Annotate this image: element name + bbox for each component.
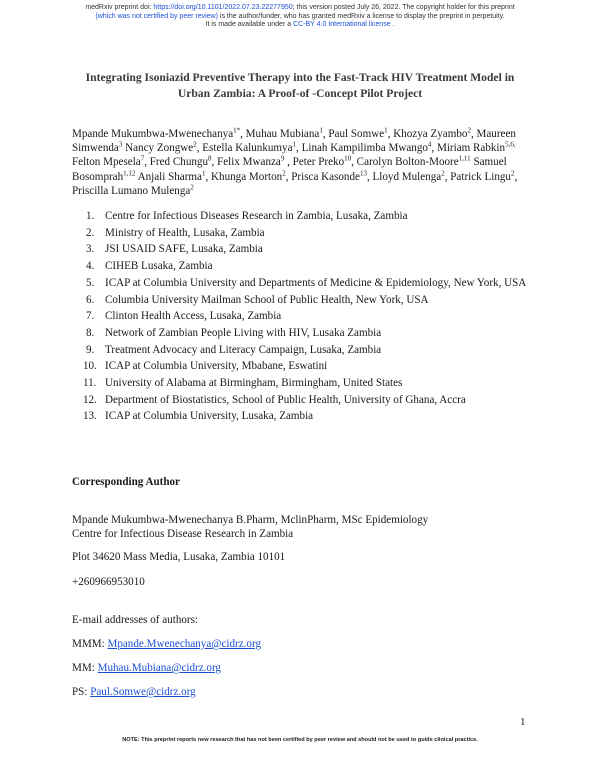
author-name: Khunga Morton <box>211 170 283 183</box>
author-separator: , <box>296 142 302 155</box>
author-name: Fred Chungu <box>149 156 209 169</box>
affiliation-item <box>86 326 532 340</box>
author-affiliation-mark: 1 <box>292 140 297 149</box>
author-name: Lloyd Mulenga <box>372 170 442 183</box>
affiliation-item <box>86 309 532 323</box>
affiliation-number: 12. <box>83 393 97 406</box>
affiliation-number: 8. <box>86 326 95 339</box>
footer-note: NOTE: This preprint reports new research that has not been certified by peer review and should not be used to guide clinical practice. <box>122 737 478 743</box>
author-affiliation-mark: 7 <box>140 154 145 163</box>
header-text: ; this version posted July 26, 2022. The copyright holder for this preprint <box>292 4 515 11</box>
author-name: Muhau Mubiana <box>245 128 320 140</box>
author-affiliation-mark: 10 <box>344 154 352 163</box>
author-affiliation-mark: 4 <box>427 140 432 149</box>
affiliation-text: CIHEB Lusaka, Zambia <box>105 260 213 273</box>
corresponding-heading: Corresponding Author <box>72 476 180 488</box>
author-affiliation-mark: 2 <box>510 168 515 177</box>
affiliation-item <box>83 393 532 407</box>
affiliation-item <box>86 242 532 256</box>
author-separator: , <box>205 170 212 183</box>
affiliation-text: Treatment Advocacy and Literacy Campaign, Lusaka, Zambia <box>105 343 382 356</box>
doi-link[interactable]: https://doi.org/10.1101/2022.07.23.22277950 <box>153 4 293 11</box>
author-affiliation-mark: 2 <box>193 140 197 149</box>
affiliation-item <box>86 343 532 357</box>
paper-title <box>72 70 528 101</box>
author-name: Nancy Zongwe <box>125 142 194 155</box>
affiliation-number: 9. <box>86 343 95 356</box>
emails-heading: E-mail addresses of authors: <box>72 614 199 626</box>
affiliation-number: 1. <box>86 210 95 222</box>
author-affiliation-mark: 2 <box>190 183 194 192</box>
author-affiliation-mark: 1 <box>319 126 323 135</box>
corresponding-address: Plot 34620 Mass Media, Lusaka, Zambia 10101 <box>72 551 286 563</box>
affiliation-number: 10. <box>83 360 97 373</box>
author-affiliation-mark: 2 <box>467 126 471 135</box>
affiliation-number: 13. <box>83 410 97 423</box>
author-separator: , <box>284 156 293 169</box>
email-link[interactable]: Muhau.Mubiana@cidrz.org <box>97 662 221 674</box>
email-link[interactable]: Paul.Somwe@cidrz.org <box>90 686 196 698</box>
author-name: Carolyn Bolton-Moore <box>356 156 459 169</box>
preprint-header <box>0 4 600 30</box>
affiliation-text: Ministry of Health, Lusaka, Zambia <box>105 226 265 239</box>
header-text: is the author/funder, who has granted medRxiv a license to display the preprint in perpetuity. <box>217 12 505 20</box>
author-separator: , <box>470 128 477 140</box>
author-affiliation-mark: 2 <box>282 168 286 177</box>
title-line: Urban Zambia: A Proof-of -Concept Pilot Project <box>177 86 423 100</box>
author-name: Paul Somwe <box>328 128 385 140</box>
author-affiliation-mark: 1 <box>201 168 206 177</box>
affiliation-number: 6. <box>86 293 95 306</box>
author-separator: , <box>196 142 203 155</box>
affiliation-item <box>83 409 532 423</box>
author-affiliation-mark: 1* <box>233 126 241 135</box>
author-separator: , <box>387 128 394 140</box>
affiliation-item <box>86 226 532 240</box>
license-link[interactable]: CC-BY 4.0 International license <box>293 21 391 29</box>
author-separator: , <box>211 156 218 169</box>
author-initials: PS: <box>72 686 91 698</box>
author-name: Peter Preko <box>292 156 345 169</box>
author-separator: , <box>514 170 518 183</box>
author-separator: , <box>444 170 451 183</box>
email-row <box>72 685 196 699</box>
affiliation-number: 11. <box>83 377 97 390</box>
corresponding-org: Centre for Infectious Disease Research in Zambia <box>72 528 294 540</box>
author-name: Estella Kalunkumya <box>202 142 293 155</box>
author-affiliation-mark: 1,12 <box>123 168 136 177</box>
affiliation-item <box>86 293 532 307</box>
peer-review-notice: (which was not certified by peer review) <box>95 12 218 20</box>
email-row <box>72 661 221 675</box>
author-separator: , <box>144 156 150 169</box>
author-name: Felton Mpesela <box>72 156 141 169</box>
header-text: . <box>390 21 395 29</box>
affiliation-number: 7. <box>86 310 95 323</box>
header-text: medRxiv preprint doi: <box>85 4 154 11</box>
affiliation-text: Department of Biostatistics, School of Public Health, University of Ghana, Accra <box>105 393 466 406</box>
author-name: Linah Kampilimba Mwango <box>301 142 428 155</box>
affiliation-item <box>83 376 532 390</box>
author-separator: , <box>366 170 373 183</box>
affiliation-text: University of Alabama at Birmingham, Birmingham, United States <box>105 377 403 390</box>
author-name: Priscilla Lumano Mulenga <box>72 184 191 197</box>
affiliation-text: Centre for Infectious Diseases Research in Zambia, Lusaka, Zambia <box>105 210 408 222</box>
author-affiliation-mark: 2 <box>441 168 445 177</box>
affiliation-number: 2. <box>86 226 95 239</box>
affiliation-text: JSI USAID SAFE, Lusaka, Zambia <box>105 243 263 256</box>
affiliation-text: ICAP at Columbia University, Lusaka, Zambia <box>105 410 314 423</box>
author-separator: , <box>351 156 357 169</box>
author-name: Maureen Simwenda <box>72 128 516 155</box>
author-initials: MM: <box>72 662 98 674</box>
affiliation-text: ICAP at Columbia University, Mbabane, Eswatini <box>105 360 328 373</box>
author-separator: , <box>322 128 329 140</box>
corresponding-name: Mpande Mukumbwa-Mwenechanya B.Pharm, MclinPharm, MSc Epidemiology <box>72 514 429 526</box>
email-row <box>72 637 261 651</box>
author-name: Samuel Bosomprah <box>72 156 507 183</box>
author-name: Patrick Lingu <box>450 170 511 183</box>
author-affiliation-mark: 1,11 <box>458 154 471 163</box>
author-list <box>72 127 532 198</box>
author-name: Felix Mwanza <box>217 156 281 169</box>
author-separator: , <box>285 170 292 183</box>
title-line: Integrating Isoniazid Preventive Therapy into the Fast-Track HIV Treatment Model in <box>85 71 515 84</box>
affiliation-text: Network of Zambian People Living with HIV, Lusaka Zambia <box>105 326 382 339</box>
email-link[interactable]: Mpande.Mwenechanya@cidrz.org <box>107 638 262 650</box>
header-text: It is made available under a <box>205 21 294 29</box>
author-separator: , <box>240 128 246 140</box>
page-number: 1 <box>520 716 526 728</box>
author-name: Prisca Kasonde <box>291 170 360 183</box>
author-affiliation-mark: 5,6, <box>505 140 516 149</box>
affiliation-number: 5. <box>86 276 95 289</box>
affiliation-text: Columbia University Mailman School of Public Health, New York, USA <box>105 293 429 306</box>
affiliation-number: 4. <box>86 260 95 273</box>
author-separator: , <box>431 142 437 155</box>
author-affiliation-mark: 3 <box>118 140 123 149</box>
affiliation-number: 3. <box>86 243 95 256</box>
author-affiliation-mark: 8 <box>208 154 212 163</box>
affiliation-item <box>86 276 532 290</box>
author-name: Anjali Sharma <box>137 170 202 183</box>
affiliation-list <box>83 209 532 426</box>
author-name: Mpande Mukumbwa-Mwenechanya <box>72 128 234 140</box>
author-affiliation-mark: 13 <box>359 168 367 177</box>
affiliation-text: Clinton Health Access, Lusaka, Zambia <box>105 310 282 323</box>
author-affiliation-mark: 1 <box>384 126 388 135</box>
affiliation-item <box>86 259 532 273</box>
author-name: Khozya Zyambo <box>393 128 468 140</box>
author-affiliation-mark: 9 <box>280 154 285 163</box>
author-initials: MMM: <box>72 638 108 650</box>
author-name: Miriam Rabkin <box>436 142 506 155</box>
affiliation-item <box>86 209 532 223</box>
affiliation-text: ICAP at Columbia University and Departments of Medicine & Epidemiology, New York, USA <box>105 276 527 289</box>
affiliation-item <box>83 359 532 373</box>
corresponding-phone: +260966953010 <box>72 576 145 588</box>
